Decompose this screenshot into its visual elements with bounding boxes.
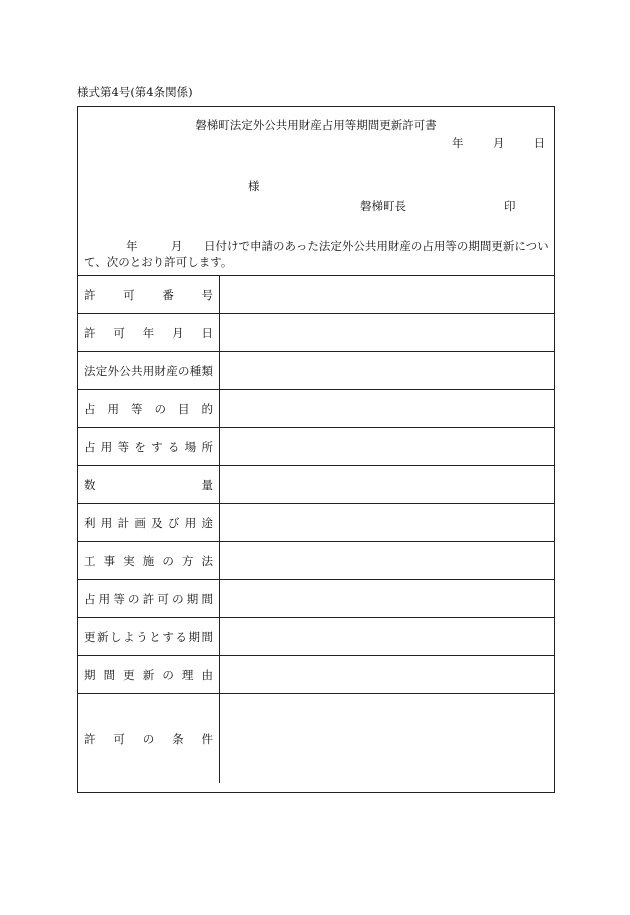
row-value[interactable] bbox=[220, 580, 554, 617]
permit-form bbox=[77, 106, 555, 793]
row-label: 占用等の目的 bbox=[78, 390, 220, 427]
row-label: 占用等の許可の期間 bbox=[78, 580, 220, 617]
request-year-label: 年 bbox=[126, 239, 138, 253]
table-row bbox=[78, 655, 554, 693]
row-label: 利用計画及び用途 bbox=[78, 504, 220, 541]
table-row bbox=[78, 617, 554, 655]
table-row bbox=[78, 693, 554, 783]
row-value[interactable] bbox=[220, 504, 554, 541]
permit-statement-text: 日付けで申請のあった法定外公共用財産の占用等の期間更新について、次のとおり許可します。 bbox=[84, 239, 549, 269]
form-number: 様式第4号(第4条関係) bbox=[77, 85, 193, 99]
row-value[interactable] bbox=[220, 314, 554, 351]
table-row bbox=[78, 275, 554, 313]
form-header bbox=[78, 107, 554, 275]
table-row bbox=[78, 503, 554, 541]
table-row bbox=[78, 351, 554, 389]
row-label: 法定外公共用財産の種類 bbox=[78, 352, 220, 389]
row-label: 占用等をする場所 bbox=[78, 428, 220, 465]
table-row bbox=[78, 579, 554, 617]
row-label: 許可の条件 bbox=[78, 694, 220, 783]
issue-month-label: 月 bbox=[492, 136, 505, 150]
addressee-suffix: 様 bbox=[248, 179, 260, 193]
permit-table bbox=[78, 275, 554, 783]
table-row bbox=[78, 465, 554, 503]
request-month-label: 月 bbox=[170, 239, 183, 253]
row-value[interactable] bbox=[220, 542, 554, 579]
row-value[interactable] bbox=[220, 390, 554, 427]
row-value[interactable] bbox=[220, 466, 554, 503]
row-label: 期間更新の理由 bbox=[78, 656, 220, 693]
permit-statement bbox=[84, 238, 550, 270]
seal-mark: 印 bbox=[504, 199, 516, 213]
row-label: 許可年月日 bbox=[78, 314, 220, 351]
table-row bbox=[78, 313, 554, 351]
row-label: 更新しようとする期間 bbox=[78, 618, 220, 655]
document-title: 磐梯町法定外公共用財産占用等期間更新許可書 bbox=[195, 118, 437, 132]
row-value[interactable] bbox=[220, 656, 554, 693]
row-label: 許可番号 bbox=[78, 276, 220, 313]
issue-date bbox=[452, 135, 545, 151]
issue-day-label: 日 bbox=[533, 136, 546, 150]
row-value[interactable] bbox=[220, 276, 554, 313]
table-row bbox=[78, 389, 554, 427]
row-value[interactable] bbox=[220, 618, 554, 655]
issuer-title: 磐梯町長 bbox=[360, 199, 406, 213]
issue-year-label: 年 bbox=[452, 136, 464, 150]
row-value[interactable] bbox=[220, 352, 554, 389]
table-row bbox=[78, 541, 554, 579]
row-label: 工事実施の方法 bbox=[78, 542, 220, 579]
table-row bbox=[78, 427, 554, 465]
row-value[interactable] bbox=[220, 428, 554, 465]
row-label: 数量 bbox=[78, 466, 220, 503]
row-value[interactable] bbox=[220, 694, 554, 783]
